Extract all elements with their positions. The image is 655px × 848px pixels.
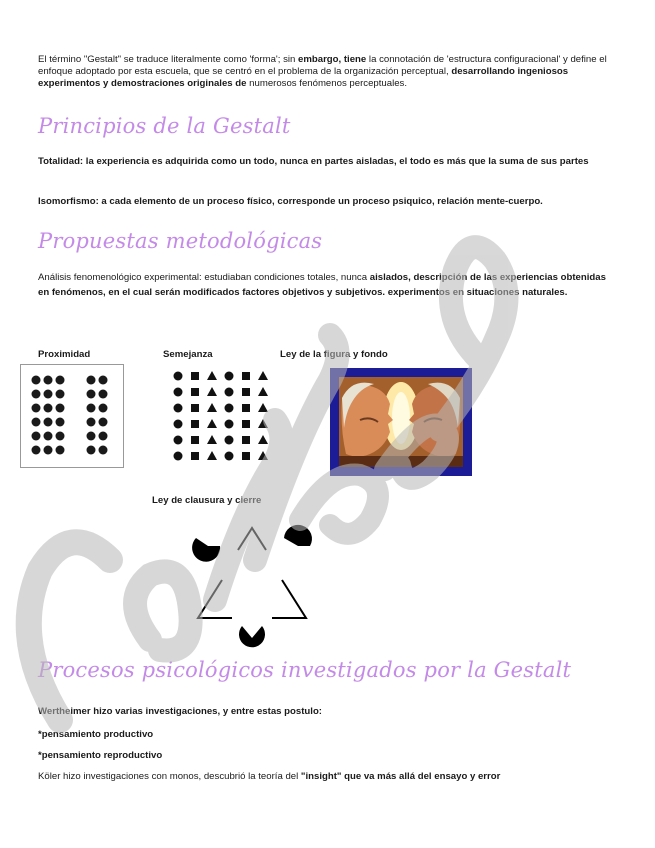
similarity-square: [242, 436, 250, 444]
proximity-figure: [20, 364, 124, 469]
proximity-dot: [44, 432, 53, 441]
similarity-triangle: [258, 403, 268, 412]
propuestas-paragraph: [38, 270, 618, 300]
similarity-square: [191, 452, 199, 460]
similarity-circle: [225, 452, 234, 461]
intro-paragraph: [38, 54, 618, 90]
similarity-triangle: [207, 435, 217, 444]
label-proximidad: Proximidad: [38, 349, 91, 360]
similarity-circle: [174, 388, 183, 397]
label-semejanza: Semejanza: [163, 349, 213, 360]
similarity-triangle: [258, 387, 268, 396]
proximity-dot: [99, 404, 108, 413]
proximity-dot: [32, 376, 41, 385]
similarity-square: [242, 372, 250, 380]
proximity-dot: [87, 376, 96, 385]
proximity-dot: [87, 390, 96, 399]
similarity-square: [242, 388, 250, 396]
similarity-circle: [225, 420, 234, 429]
similarity-triangle: [258, 419, 268, 428]
similarity-figure: [168, 366, 278, 466]
intro-text-2: la connotación de 'estructura configuracional' y define el enfoque adoptado por esta escuela, que se centró en el problema de la organización perceptual,: [38, 54, 607, 77]
label-clausura: Ley de clausura y cierre: [152, 495, 262, 506]
similarity-triangle: [207, 419, 217, 428]
koler-line: [38, 771, 618, 783]
similarity-circle: [174, 436, 183, 445]
similarity-square: [191, 420, 199, 428]
similarity-circle: [174, 404, 183, 413]
closure-figure: [180, 520, 325, 655]
intro-bold-2: desarrollando ingeniosos experimentos y demostraciones originales de: [38, 66, 569, 89]
similarity-square: [191, 436, 199, 444]
proximity-dot: [44, 376, 53, 385]
proximity-dot: [44, 418, 53, 427]
proximity-dot: [56, 432, 65, 441]
propuestas-text: Análisis fenomenológico experimental: estudiaban condiciones totales, nunca: [38, 272, 370, 283]
heading-procesos: Procesos psicológicos investigados por la Gestalt: [38, 658, 572, 682]
proximity-dot: [99, 418, 108, 427]
similarity-triangle: [207, 403, 217, 412]
proximity-dot: [32, 432, 41, 441]
item-productivo: *pensamiento productivo: [38, 729, 154, 740]
heading-principios: Principios de la Gestalt: [38, 114, 291, 138]
similarity-circle: [225, 436, 234, 445]
similarity-triangle: [207, 451, 217, 460]
similarity-triangle: [258, 371, 268, 380]
totalidad-paragraph: Totalidad: la experiencia es adquirida como un todo, nunca en partes aisladas, el todo es más que la suma de sus partes: [38, 156, 589, 167]
proximity-dot: [56, 446, 65, 455]
intro-text-3: numerosos fenómenos perceptuales.: [246, 78, 408, 89]
proximity-dot: [32, 404, 41, 413]
proximity-dot: [44, 446, 53, 455]
similarity-circle: [225, 404, 234, 413]
similarity-square: [191, 404, 199, 412]
similarity-square: [191, 372, 199, 380]
proximity-dot: [99, 446, 108, 455]
propuestas-bold: aislados, descripción de las experiencias obtenidas en fenómenos, en el cual serán modificados factores objetivos y subjetivos. experimentos en situaciones naturales.: [38, 272, 606, 298]
proximity-dot: [56, 376, 65, 385]
proximity-dot: [56, 390, 65, 399]
proximity-dot: [99, 390, 108, 399]
similarity-circle: [174, 452, 183, 461]
proximity-dot: [99, 432, 108, 441]
similarity-triangle: [258, 435, 268, 444]
proximity-dot: [87, 404, 96, 413]
similarity-circle: [225, 388, 234, 397]
similarity-circle: [174, 420, 183, 429]
similarity-triangle: [207, 387, 217, 396]
similarity-square: [191, 388, 199, 396]
intro-text-1: El término "Gestalt" se traduce literalmente como 'forma'; sin: [38, 54, 299, 65]
proximity-dot: [87, 432, 96, 441]
proximity-dot: [56, 404, 65, 413]
similarity-triangle: [258, 451, 268, 460]
intro-bold-1: embargo, tiene: [298, 54, 367, 65]
koler-bold: "insight" que va más allá del ensayo y error: [300, 771, 501, 782]
proximity-dot: [32, 418, 41, 427]
proximity-dot: [44, 390, 53, 399]
item-reproductivo: *pensamiento reproductivo: [38, 750, 163, 761]
similarity-circle: [225, 372, 234, 381]
similarity-square: [242, 420, 250, 428]
similarity-square: [242, 452, 250, 460]
isomorfismo-paragraph: Isomorfismo: a cada elemento de un proceso físico, corresponde un proceso psiquico, relación mente-cuerpo.: [38, 196, 543, 207]
label-figura-fondo: Ley de la figura y fondo: [280, 349, 388, 360]
wertheimer-line: Wertheimer hizo varias investigaciones, y entre estas postulo:: [38, 706, 322, 717]
proximity-dot: [32, 390, 41, 399]
heading-propuestas: Propuestas metodológicas: [38, 229, 323, 253]
similarity-triangle: [207, 371, 217, 380]
proximity-dot: [32, 446, 41, 455]
proximity-dot: [87, 418, 96, 427]
similarity-square: [242, 404, 250, 412]
figure-ground-image: [330, 368, 472, 476]
proximity-dot: [99, 376, 108, 385]
koler-text: Köler hizo investigaciones con monos, descubrió la teoría del: [38, 771, 301, 782]
proximity-dot: [44, 404, 53, 413]
proximity-dot: [87, 446, 96, 455]
similarity-circle: [174, 372, 183, 381]
proximity-dot: [56, 418, 65, 427]
